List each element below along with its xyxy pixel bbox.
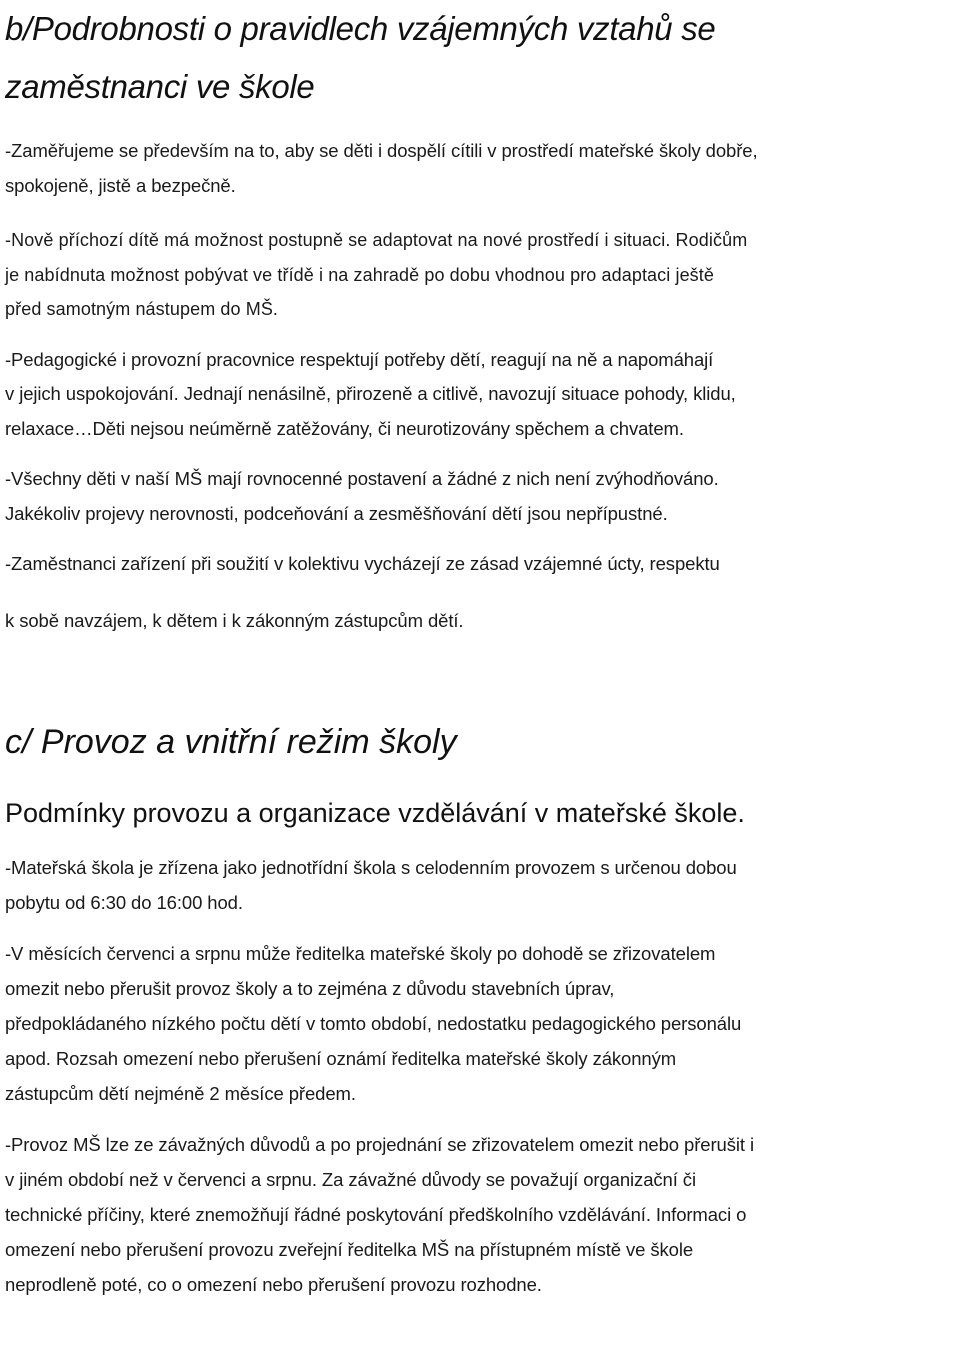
paragraph-b3: [5, 343, 955, 447]
paragraph-b5-continued: [5, 604, 955, 639]
paragraph-line: apod. Rozsah omezení nebo přerušení oznámí ředitelka mateřské školy zákonným: [5, 1048, 677, 1069]
paragraph-line: Jakékoliv projevy nerovnosti, podceňování a zesměšňování dětí jsou nepřípustné.: [5, 502, 668, 524]
paragraph-line: v jejich uspokojování. Jednají nenásilně, přirozeně a citlivě, navozují situace pohody, klidu,: [5, 383, 736, 404]
paragraph-c2: [5, 936, 955, 1111]
paragraph-line: relaxace…Děti nejsou neúměrně zatěžovány, či neurotizovány spěchem a chvatem.: [5, 417, 684, 439]
paragraph-line: omezení nebo přerušení provozu zveřejní ředitelka MŠ na přístupném místě ve škole: [5, 1239, 694, 1260]
paragraph-line: -Zaměřujeme se především na to, aby se děti i dospělí cítili v prostředí mateřské školy dobře,: [5, 140, 758, 161]
paragraph-line: -Nově příchozí dítě má možnost postupně se adaptovat na nové prostředí i situaci. Rodičům: [5, 230, 748, 250]
paragraph-line: -Mateřská škola je zřízena jako jednotřídní škola s celodenním provozem s určenou dobou: [5, 857, 737, 878]
paragraph-line: spokojeně, jistě a bezpečně.: [5, 174, 236, 196]
paragraph-line: je nabídnuta možnost pobývat ve třídě i na zahradě po dobu vhodnou pro adaptaci ještě: [5, 264, 714, 285]
section-b-title: [5, 0, 955, 116]
paragraph-line: -Všechny děti v naší MŠ mají rovnocenné postavení a žádné z nich není zvýhodňováno.: [5, 468, 719, 489]
paragraph-line: neprodleně poté, co o omezení nebo přerušení provozu rozhodne.: [5, 1274, 542, 1295]
paragraph-line: pobytu od 6:30 do 16:00 hod.: [5, 892, 243, 913]
section-c-subtitle: Podmínky provozu a organizace vzdělávání v mateřské škole.: [5, 798, 745, 828]
paragraph-line: -Zaměstnanci zařízení při soužití v kolektivu vycházejí ze zásad vzájemné úcty, respektu: [5, 553, 720, 574]
paragraph-line: zástupcům dětí nejméně 2 měsíce předem.: [5, 1083, 356, 1104]
paragraph-line: -V měsících červenci a srpnu může ředitelka mateřské školy po dohodě se zřizovatelem: [5, 943, 716, 964]
paragraph-line: předpokládaného nízkého počtu dětí v tomto období, nedostatku pedagogického personálu: [5, 1013, 742, 1034]
paragraph-b1: [5, 134, 955, 203]
paragraph-b2: [5, 223, 955, 327]
paragraph-b5: [5, 547, 955, 582]
paragraph-line: omezit nebo přerušit provoz školy a to zejména z důvodu stavebních úprav,: [5, 978, 615, 999]
paragraph-c3: [5, 1127, 955, 1302]
paragraph-line: k sobě navzájem, k dětem i k zákonným zástupcům dětí.: [5, 609, 464, 631]
paragraph-line: technické příčiny, které znemožňují řádné poskytování předškolního vzdělávání. Informaci o: [5, 1204, 747, 1225]
section-c-title: c/ Provoz a vnitřní režim školy: [5, 723, 457, 761]
document-page: [5, 0, 955, 1302]
paragraph-b4: [5, 462, 955, 531]
paragraph-line: před samotným nástupem do MŠ.: [5, 299, 279, 319]
paragraph-line: -Provoz MŠ lze ze závažných důvodů a po projednání se zřizovatelem omezit nebo přerušit i: [5, 1134, 754, 1155]
paragraph-c1: [5, 850, 955, 920]
paragraph-line: v jiném období než v červenci a srpnu. Za závažné důvody se považují organizační či: [5, 1169, 696, 1190]
paragraph-line: -Pedagogické i provozní pracovnice respektují potřeby dětí, reagují na ně a napomáhají: [5, 348, 714, 370]
section-b-title-line1: b/Podrobnosti o pravidlech vzájemných vztahů se: [5, 10, 716, 47]
section-b-title-line2: zaměstnanci ve škole: [5, 68, 315, 105]
